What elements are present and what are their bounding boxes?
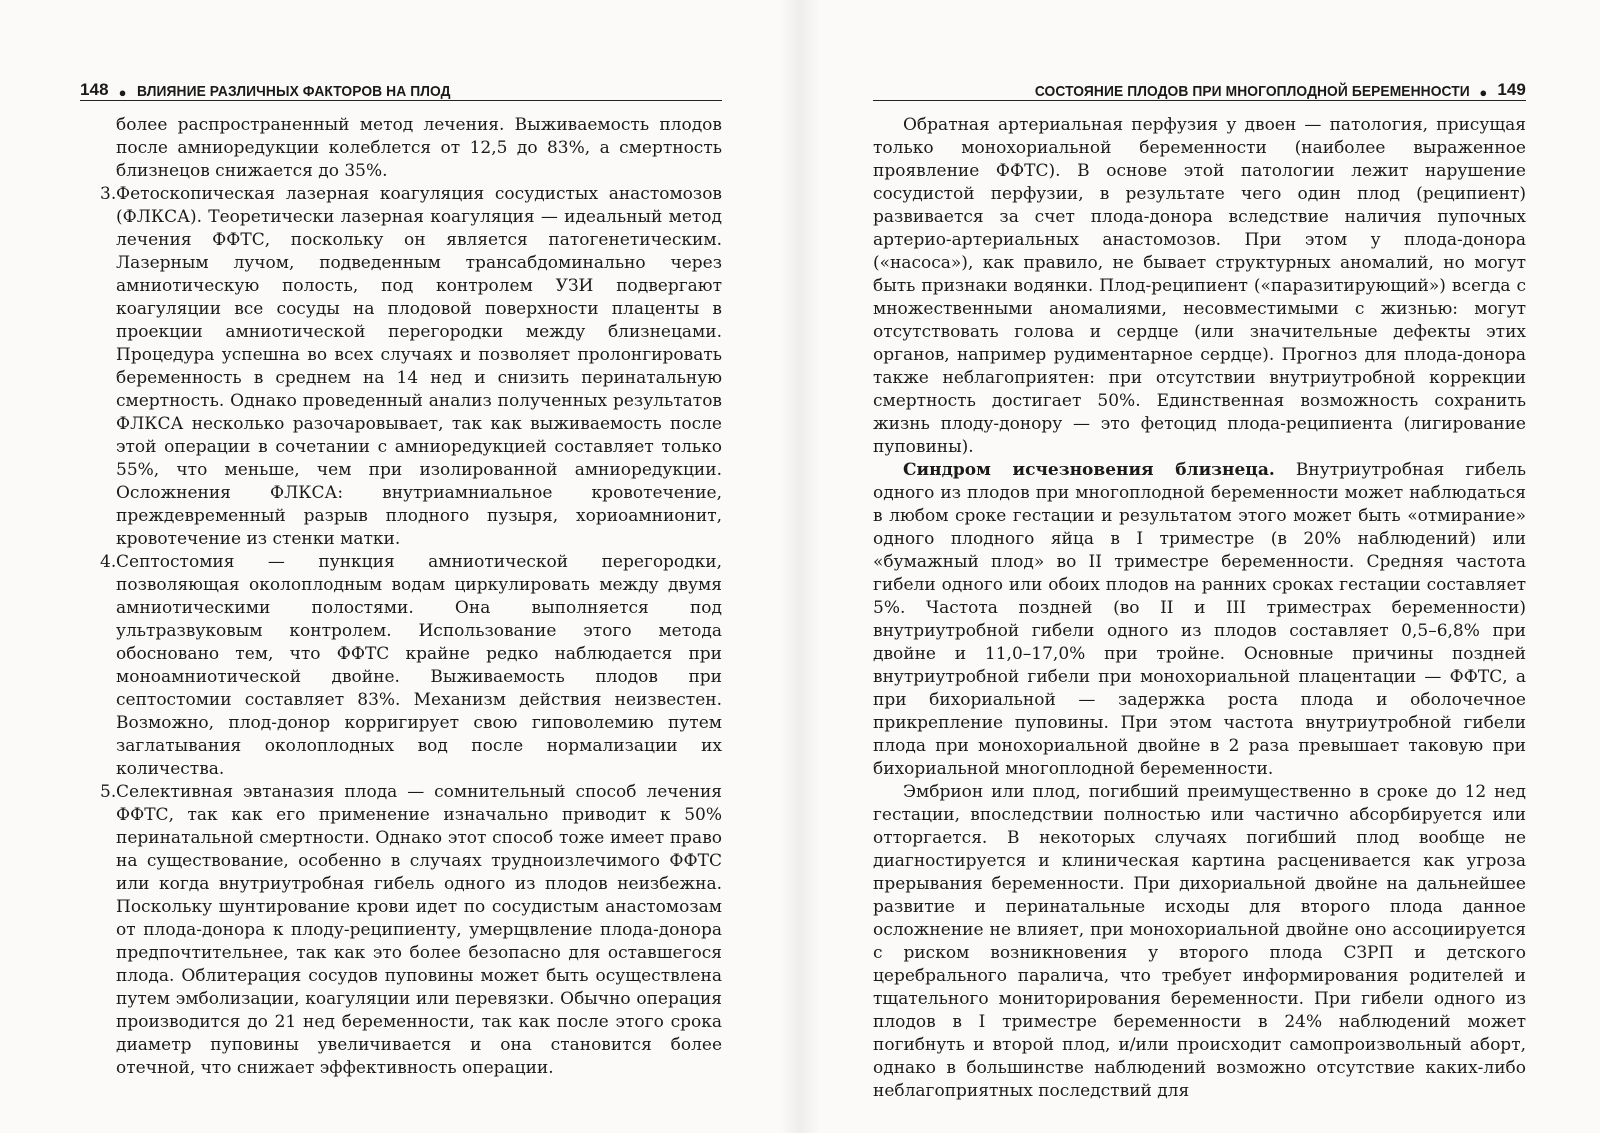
list-number: 3. [100,184,117,204]
paragraph-embryo-loss: Эмбрион или плод, погибший преимущественно в сроке до 12 нед гестации, впоследствии полностью или частично абсорбируется или отторгается. В некоторых случаях погибший плод вообще не диагностируется и клиническая картина расценивается как угроза прерывания беременности. При дихориальной двойне на дальнейшее развитие и перинатальные исходы для второго плода данное осложнение не влияет, при монохориальной двойне оно ассоциируется с риском возникновения у второго плода СЗРП и детского церебрального паралича, что требует информирования родителей и тщательного мониторирования беременности. При гибели одного из плодов в I триместре беременности в 24% наблюдений может погибнуть и второй плод, и/или происходит самопроизвольный аборт, однако в большинстве наблюдений возможно отсутствие каких-либо неблагоприятных последствий для [873,782,1526,1101]
left-page-body [80,114,722,1080]
list-item-text: Септостомия — пункция амниотической перегородки, позволяющая околоплодным водам циркулировать между двумя амниотическими полостями. Она выполняется под ультразвуковым контролем. Использование этого метода обосновано тем, что ФФТС крайне редко наблюдается при моноамниотической двойне. Выживаемость плодов при септостомии составляет 83%. Механизм действия неизвестен. Возможно, плод-донор корригирует свою гиповолемию путем заглатывания околоплодных вод после нормализации их количества. [116,552,722,779]
right-page [873,0,1526,1133]
left-running-head [80,76,722,101]
continuation-paragraph: более распространенный метод лечения. Выживаемость плодов после амниоредукции колеблется от 12,5 до 83%, а смертность близнецов снижается до 35%. [116,115,722,181]
list-item-4 [80,551,722,781]
list-number: 5. [100,782,117,802]
list-item-text: Фетоскопическая лазерная коагуляция сосудистых анастомозов (ФЛКСА). Теоретически лазерная коагуляция — идеальный метод лечения ФФТС, поскольку он является патогенетическим. Лазерным лучом, подведенным трансабдоминально через амниотическую полость, под контролем УЗИ подвергают коагуляции все сосуды на плодовой поверхности плаценты в проекции амниотической перегородки между близнецами. Процедура успешна во всех случаях и позволяет пролонгировать беременность в среднем на 14 нед и снизить перинатальную смертность. Однако проведенный анализ полученных результатов ФЛКСА несколько разочаровывает, так как выживаемость после этой операции в сочетании с амниоредукцией составляет только 55%, что меньше, чем при изолированной амниоредукции. Осложнения ФЛКСА: внутриамниальное кровотечение, преждевременный разрыв плодного пузыря, хориоамнионит, кровотечение из стенки матки. [116,184,722,549]
list-item-3 [80,183,722,551]
paragraph-lead-heading: Синдром исчезновения близнеца. [903,460,1275,480]
list-item-text: Селективная эвтаназия плода — сомнительный способ лечения ФФТС, так как его применение изначально приводит к 50% перинатальной смертности. Однако этот способ тоже имеет право на существование, особенно в случаях трудноизлечимого ФФТС или когда внутриутробная гибель одного из плодов неизбежна. Поскольку шунтирование крови идет по сосудистым анастомозам от плода-донора к плоду-реципиенту, умерщвление плода-донора предпочтительнее, так как это более безопасно для оставшегося плода. Облитерация сосудов пуповины может быть осуществлена путем эмболизации, коагуляции или перевязки. Обычно операция производится до 21 нед беременности, так как после этого срока диаметр пуповины увеличивается и она становится более отечной, что снижает эффективность операции. [116,782,722,1078]
paragraph-vanishing-twin [873,459,1526,781]
right-running-head [873,76,1526,101]
paragraph-text: Внутриутробная гибель одного из плодов при многоплодной беременности может наблюдаться в любом сроке гестации и результатом этого может быть «отмирание» одного плодного яйца в I триместре (в 20% наблюдений) или «бумажный плод» во II триместре беременности. Средняя частота гибели одного или обоих плодов на ранних сроках гестации составляет 5%. Частота поздней (во II и III триместрах беременности) внутриутробной гибели одного из плодов составляет 0,5–6,8% при двойне и 11,0–17,0% при тройне. Основные причины поздней внутриутробной гибели при монохориальной плацентации — ФФТС, а при бихориальной — задержка роста плода и оболочечное прикрепление пуповины. При этом частота внутриутробной гибели плода при монохориальной двойне в 2 раза превышает таковую при бихориальной многоплодной беременности. [873,460,1526,779]
paragraph-reverse-perfusion: Обратная артериальная перфузия у двоен — патология, присущая только монохориальной беременности (наиболее выраженное проявление ФФТС). В основе этой патологии лежит нарушение сосудистой перфузии, в результате чего один плод (реципиент) развивается за счет плода-донора вследствие наличия пупочных артерио-артериальных анастомозов. При этом у плода-донора («насоса»), как правило, не бывает структурных аномалий, но могут быть признаки водянки. Плод-реципиент («паразитирующий») всегда с множественными аномалиями, несовместимыми с жизнью: могут отсутствовать голова и сердце (или значительные дефекты этих органов, например рудиментарное сердце). Прогноз для плода-донора также неблагоприятен: при отсутствии внутриутробной коррекции смертность достигает 50%. Единственная возможность сохранить жизнь плоду-донору — это фетоцид плода-реципиента (лигирование пуповины). [873,115,1526,457]
bullet-separator: ● [118,85,127,100]
right-running-title: СОСТОЯНИЕ ПЛОДОВ ПРИ МНОГОПЛОДНОЙ БЕРЕМЕННОСТИ [1034,83,1470,100]
right-page-body [873,114,1526,1103]
list-number: 4. [100,552,117,572]
left-page [80,0,722,1133]
book-gutter [780,0,820,1133]
right-page-number: 149 [1497,80,1526,99]
left-running-title: ВЛИЯНИЕ РАЗЛИЧНЫХ ФАКТОРОВ НА ПЛОД [136,83,451,100]
bullet-separator: ● [1479,85,1488,100]
left-page-number: 148 [80,80,109,99]
list-item-5 [80,781,722,1080]
